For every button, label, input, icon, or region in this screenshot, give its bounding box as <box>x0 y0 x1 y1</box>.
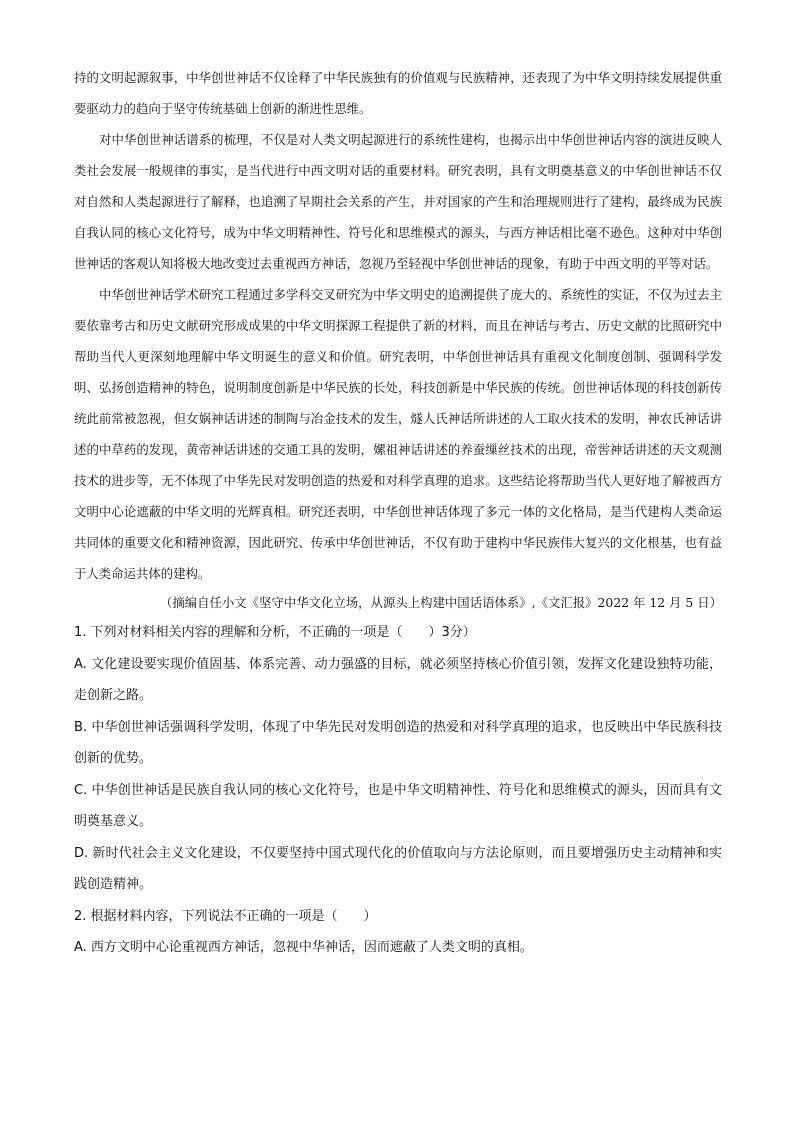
question-1-option-b: B. 中华创世神话强调科学发明，体现了中华先民对发明创造的热爱和对科学真理的追求，也反映出中华民族科技创新的优势。 <box>74 719 722 766</box>
question-1-option-c: C. 中华创世神话是民族自我认同的核心文化符号，也是中华文明精神性、符号化和思维模式的源头，因而具有文明奠基意义。 <box>74 782 722 829</box>
question-1-option-a: A. 文化建设要实现价值固基、体系完善、动力强盛的目标，就必须坚持核心价值引领，发挥文化建设独特功能，走创新之路。 <box>74 656 722 703</box>
passage-source: （摘编自任小文《坚守中华文化立场，从源头上构建中国话语体系》,《文汇报》2022 年 12 月 5 日） <box>159 595 722 610</box>
passage-paragraph-2: 对中华创世神话谱系的梳理，不仅是对人类文明起源进行的系统性建构，也揭示出中华创世神话内容的演进反映人类社会发展一般规律的事实，是当代进行中西文明对话的重要材料。研究表明，具有文明奠基意义的中华创世神话不仅对自然和人类起源进行了解释，也追溯了早期社会关系的产生，并对国家的产生和治理规则进行了建构，最终成为民族自我认同的核心文化符号，成为中华文明精神性、符号化和思维模式的源头，与西方神话相比毫不逊色。这种对中华创世神话的客观认知将极大地改变过去重视西方神话，忽视乃至轻视中华创世神话的现象，有助于中西文明的平等对话。 <box>74 132 722 271</box>
question-2-option-a: A. 西方文明中心论重视西方神话，忽视中华神话，因而遮蔽了人类文明的真相。 <box>74 940 533 955</box>
passage-paragraph-3: 中华创世神话学术研究工程通过多学科交叉研究为中华文明史的追溯提供了庞大的、系统性的实证，不仅为过去主要依靠考古和历史文献研究形成成果的中华文明探源工程提供了新的材料，而且在神话与考古、历史文献的比照研究中帮助当代人更深刻地理解中华文明诞生的意义和价值。研究表明，中华创世神话具有重视文化制度创制、强调科学发明、弘扬创造精神的特色，说明制度创新是中华民族的长处，科技创新是中华民族的传统。创世神话体现的科技创新传统此前常被忽视，但女娲神话讲述的制陶与冶金技术的发生，燧人氏神话所讲述的人工取火技术的发明，神农氏神话讲述的中草药的发现，黄帝神话讲述的交通工具的发明，嫘祖神话讲述的养蚕缫丝技术的出现，帝喾神话讲述的天文观测技术的进步等，无不体现了中华先民对发明创造的热爱和对科学真理的追求。这些结论将帮助当代人更好地了解被西方文明中心论遮蔽的中华文明的光辉真相。研究还表明，中华创世神话体现了多元一体的文化格局，是当代建构人类命运共同体的重要文化和精神资源，因此研究、传承中华创世神话，不仅有助于建构中华民族伟大复兴的文化根基，也有益于人类命运共体的建构。 <box>74 287 722 581</box>
question-1-option-d: D. 新时代社会主义文化建设，不仅要坚持中国式现代化的价值取向与方法论原则，而且要增强历史主动精神和实践创造精神。 <box>74 845 722 892</box>
passage-paragraph-1: 持的文明起源叙事，中华创世神话不仅诠释了中华民族独有的价值观与民族精神，还表现了为中华文明持续发展提供重要驱动力的趋向于坚守传统基础上创新的渐进性思维。 <box>74 70 722 116</box>
document-page <box>74 62 722 964</box>
question-1-stem: 1. 下列对材料相关内容的理解和分析，不正确的一项是（ ）3分） <box>74 625 476 640</box>
question-2-stem: 2. 根据材料内容，下列说法不正确的一项是（ ） <box>74 908 377 924</box>
